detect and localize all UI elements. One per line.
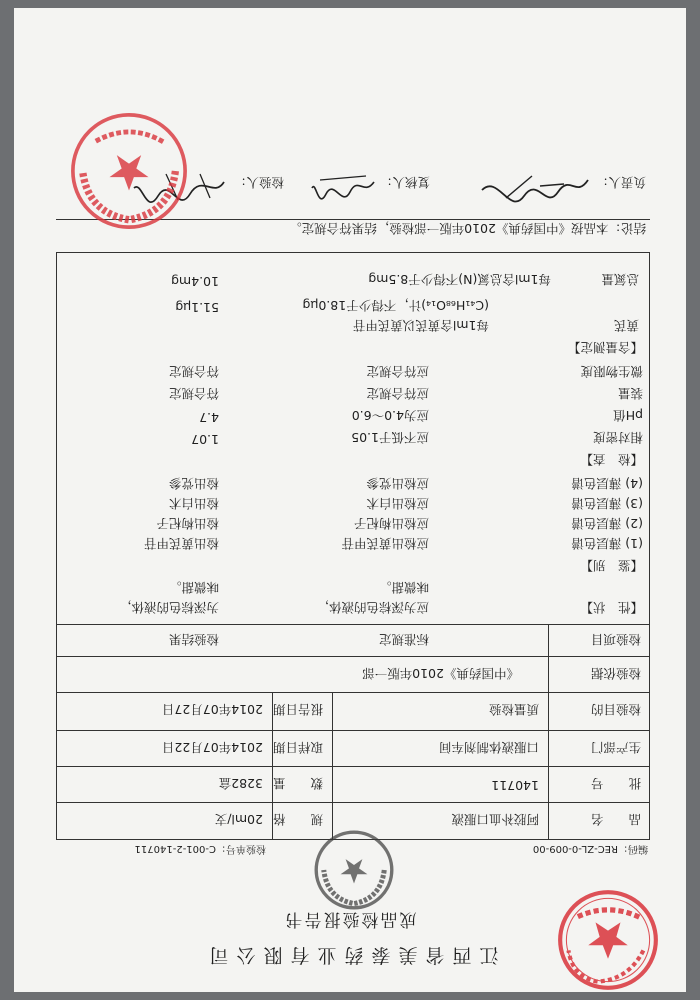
ident-item-2: (2) 薄层色谱 [571, 516, 643, 531]
report-sheet [14, 8, 686, 992]
assay-standard-2: 每1ml含总氮(N)不得少于8.5mg [368, 272, 551, 287]
col-item: 检验项目 [590, 632, 641, 647]
insp-standard-2: 应为4.0～6.0 [351, 408, 429, 423]
report-title: 成品检验报告书 [283, 909, 417, 929]
report-table [56, 252, 650, 840]
section-identification: 【鉴 别】 [580, 558, 643, 573]
insp-item-2: pH值 [613, 408, 643, 423]
ident-result-1: 检出黄芪甲苷 [143, 536, 219, 551]
value-quantity: 3282盒 [218, 776, 263, 791]
label-head: 负责人： [595, 175, 646, 190]
label-purpose: 检验目的 [590, 702, 641, 717]
ident-item-3: (3) 薄层色谱 [571, 496, 643, 511]
section-inspection: 【检 查】 [580, 452, 643, 467]
col-result: 检验结果 [168, 632, 219, 647]
insp-standard-1: 应不低于1.05 [351, 430, 429, 445]
inspection-seal-stamp-icon [312, 828, 396, 912]
label-inspector: 检验人： [233, 175, 284, 190]
label-dept: 生产部门 [590, 740, 641, 755]
label-batch: 批 号 [590, 776, 641, 791]
value-purpose: 质量检验 [488, 702, 539, 717]
label-basis: 检验依据 [590, 666, 641, 681]
appearance-result-1: 为深棕色的液体， [118, 600, 219, 615]
assay-standard-1b: (C₄₁H₆₈O₁₄)计，不得少于18.0μg [302, 298, 489, 313]
value-spec: 20ml/支 [214, 812, 263, 827]
ident-item-4: (4) 薄层色谱 [571, 476, 643, 491]
label-reviewer: 复核人： [379, 175, 430, 190]
report-number: 检验单号：C-001-2-140711 [134, 843, 266, 854]
insp-result-2: 4.7 [199, 410, 219, 425]
section-assay: 【含量测定】 [567, 340, 643, 355]
label-name: 品 名 [590, 812, 641, 827]
label-quantity: 数 量 [272, 776, 323, 791]
value-report-date: 2014年07月27日 [161, 702, 263, 717]
ident-standard-4: 应检出党参 [366, 476, 429, 491]
signature-reviewer-icon [308, 170, 378, 202]
assay-item-2: 总氮量 [601, 272, 639, 287]
value-batch: 140711 [491, 778, 539, 793]
col-standard: 标准规定 [378, 632, 429, 647]
assay-result-1: 51.1μg [175, 300, 219, 315]
appearance-standard-1: 应为深棕色的液体， [316, 600, 429, 615]
assay-standard-1a: 每1ml含黄芪以黄芪甲苷 [352, 318, 489, 333]
label-sample-date: 取样日期 [272, 740, 323, 755]
assay-item-1: 黄芪 [613, 318, 639, 333]
label-report-date: 报告日期 [272, 702, 323, 717]
qc-seal-stamp-icon [68, 110, 190, 232]
appearance-standard-2: 味微甜。 [378, 580, 429, 595]
company-name: 江西省美泰药业有限公司 [201, 944, 499, 966]
conclusion-text: 结论：本品按《中国药典》2010年版一部检验，结果符合规定。 [289, 221, 646, 236]
value-basis: 《中国药典》2010年版一部 [362, 666, 519, 681]
insp-result-4: 符合规定 [168, 364, 219, 379]
ident-result-4: 检出党参 [168, 476, 219, 491]
insp-standard-3: 应符合规定 [366, 386, 429, 401]
insp-item-4: 微生物限度 [580, 364, 643, 379]
section-appearance: 【性 状】 [580, 600, 643, 615]
assay-result-2: 10.4mg [171, 274, 219, 289]
ident-result-2: 检出枸杞子 [156, 516, 219, 531]
ident-result-3: 检出白术 [168, 496, 219, 511]
insp-standard-4: 应符合规定 [366, 364, 429, 379]
signature-head-icon [474, 168, 594, 204]
value-dept: 口服液体制剂车间 [438, 740, 539, 755]
ident-standard-3: 应检出白术 [366, 496, 429, 511]
insp-item-1: 相对密度 [592, 430, 643, 445]
value-sample-date: 2014年07月22日 [161, 740, 263, 755]
label-spec: 规 格 [272, 812, 323, 827]
insp-result-3: 符合规定 [168, 386, 219, 401]
record-number: 编码：REC-ZL-0-009-00 [532, 843, 648, 854]
ident-standard-2: 应检出枸杞子 [353, 516, 429, 531]
insp-result-1: 1.07 [191, 432, 219, 447]
insp-item-3: 装量 [617, 386, 643, 401]
appearance-result-2: 味微甜。 [168, 580, 219, 595]
company-seal-stamp-icon [556, 888, 660, 992]
ident-item-1: (1) 薄层色谱 [571, 536, 643, 551]
value-name: 阿胶补血口服液 [451, 812, 539, 827]
ident-standard-1: 应检出黄芪甲苷 [341, 536, 429, 551]
